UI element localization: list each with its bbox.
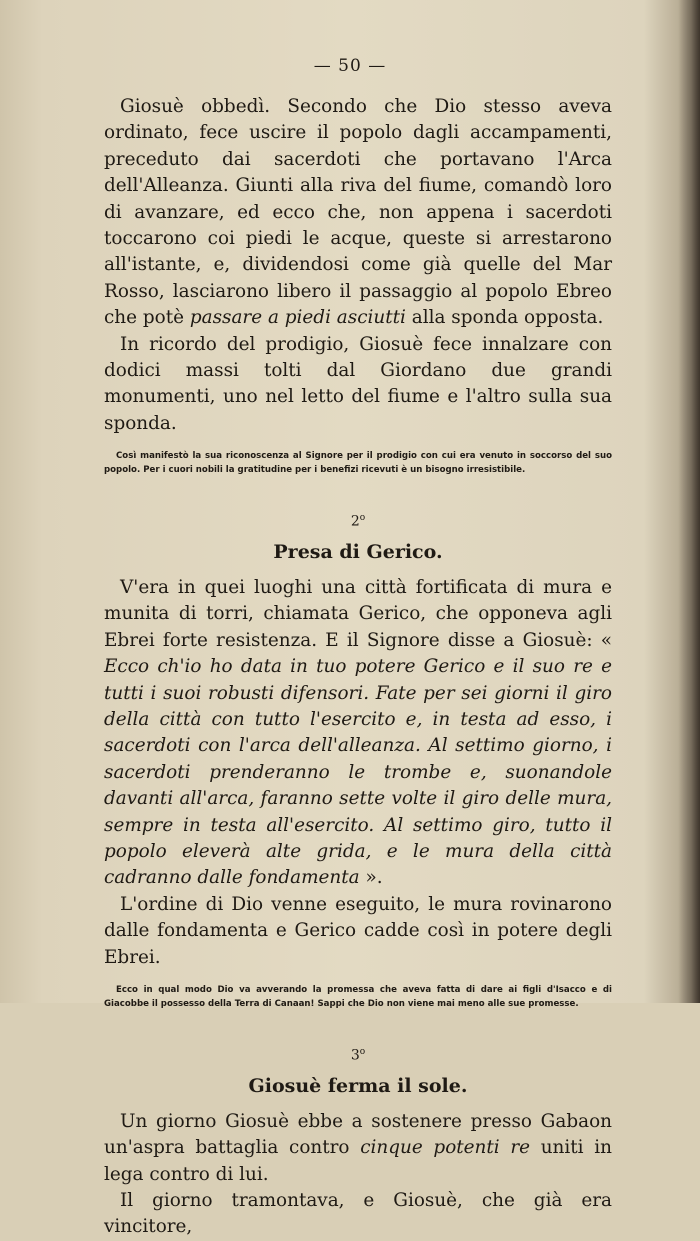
paragraph: Il giorno tramontava, e Giosuè, che già era vincitore,: [104, 1189, 612, 1238]
section-number: 3$^o$: [350, 1047, 366, 1064]
paragraph: Giosuè obbedì. Secondo che Dio stesso aveva ordinato, fece uscire il popolo dagli accampamenti, preceduto dai sacerdoti che portavano l'Arca dell'Alleanza. Giunti alla riva del fiume, comandò loro di avanzare, ed ecco che, non appena i sacerdoti toccarono coi piedi le acque, queste si arrestarono all'istante, e, dividendosi come già quelle del Mar Rosso, lasciarono libero il passaggio al popolo Ebreo che potè passare a piedi asciutti alla sponda opposta.: [104, 96, 612, 329]
section-title: Presa di Gerico.: [273, 540, 443, 563]
paragraph: In ricordo del prodigio, Giosuè fece innalzare con dodici massi tolti dal Giordano due grandi monumenti, uno nel letto del fiume e l'altro sulla sua sponda.: [104, 333, 612, 434]
section-title: Giosuè ferma il sole.: [248, 1074, 468, 1097]
page-edge-shadow: [678, 0, 700, 1003]
moral-note: Così manifestò la sua riconoscenza al Signore per il prodigio con cui era venuto in soccorso del suo popolo. Per i cuori nobili la gratitudine per i benefizi ricevuti è un bisogno irresistibile.: [104, 451, 612, 476]
page-content: [104, 94, 612, 1241]
paragraph: Un giorno Giosuè ebbe a sostenere presso Gabaon un'aspra battaglia contro cinque potenti re uniti in lega contro di lui.: [104, 1110, 612, 1185]
section-number: 2$^o$: [350, 513, 366, 530]
paragraph: V'era in quei luoghi una città fortificata di mura e munita di torri, chiamata Gerico, che opponeva agli Ebrei forte resistenza. E il Signore disse a Giosuè: « Ecco ch'io ho data in tuo potere Gerico e il suo re e tutti i suoi robusti difensori. Fate per sei giorni il giro della città con tutto l'esercito e, in testa ad esso, i sacerdoti con l'arca dell'alleanza. Al settimo giorno, i sacerdoti prenderanno le trombe e, suonandole davanti all'arca, faranno sette volte il giro delle mura, sempre in testa all'esercito. Al settimo giro, tutto il popolo eleverà alte grida, e le mura della città cadranno dalle fondamenta ».: [104, 576, 612, 889]
paragraph: L'ordine di Dio venne eseguito, le mura rovinarono dalle fondamenta e Gerico cadde così in potere degli Ebrei.: [104, 893, 612, 968]
page-number: — 50 —: [313, 56, 387, 76]
moral-note: Ecco in qual modo Dio va avverando la promessa che aveva fatta di dare ai figli d'Isacco e di Giacobbe il possesso della Terra di Canaan! Sappi che Dio non viene mai meno alle sue promesse.: [104, 985, 612, 1010]
